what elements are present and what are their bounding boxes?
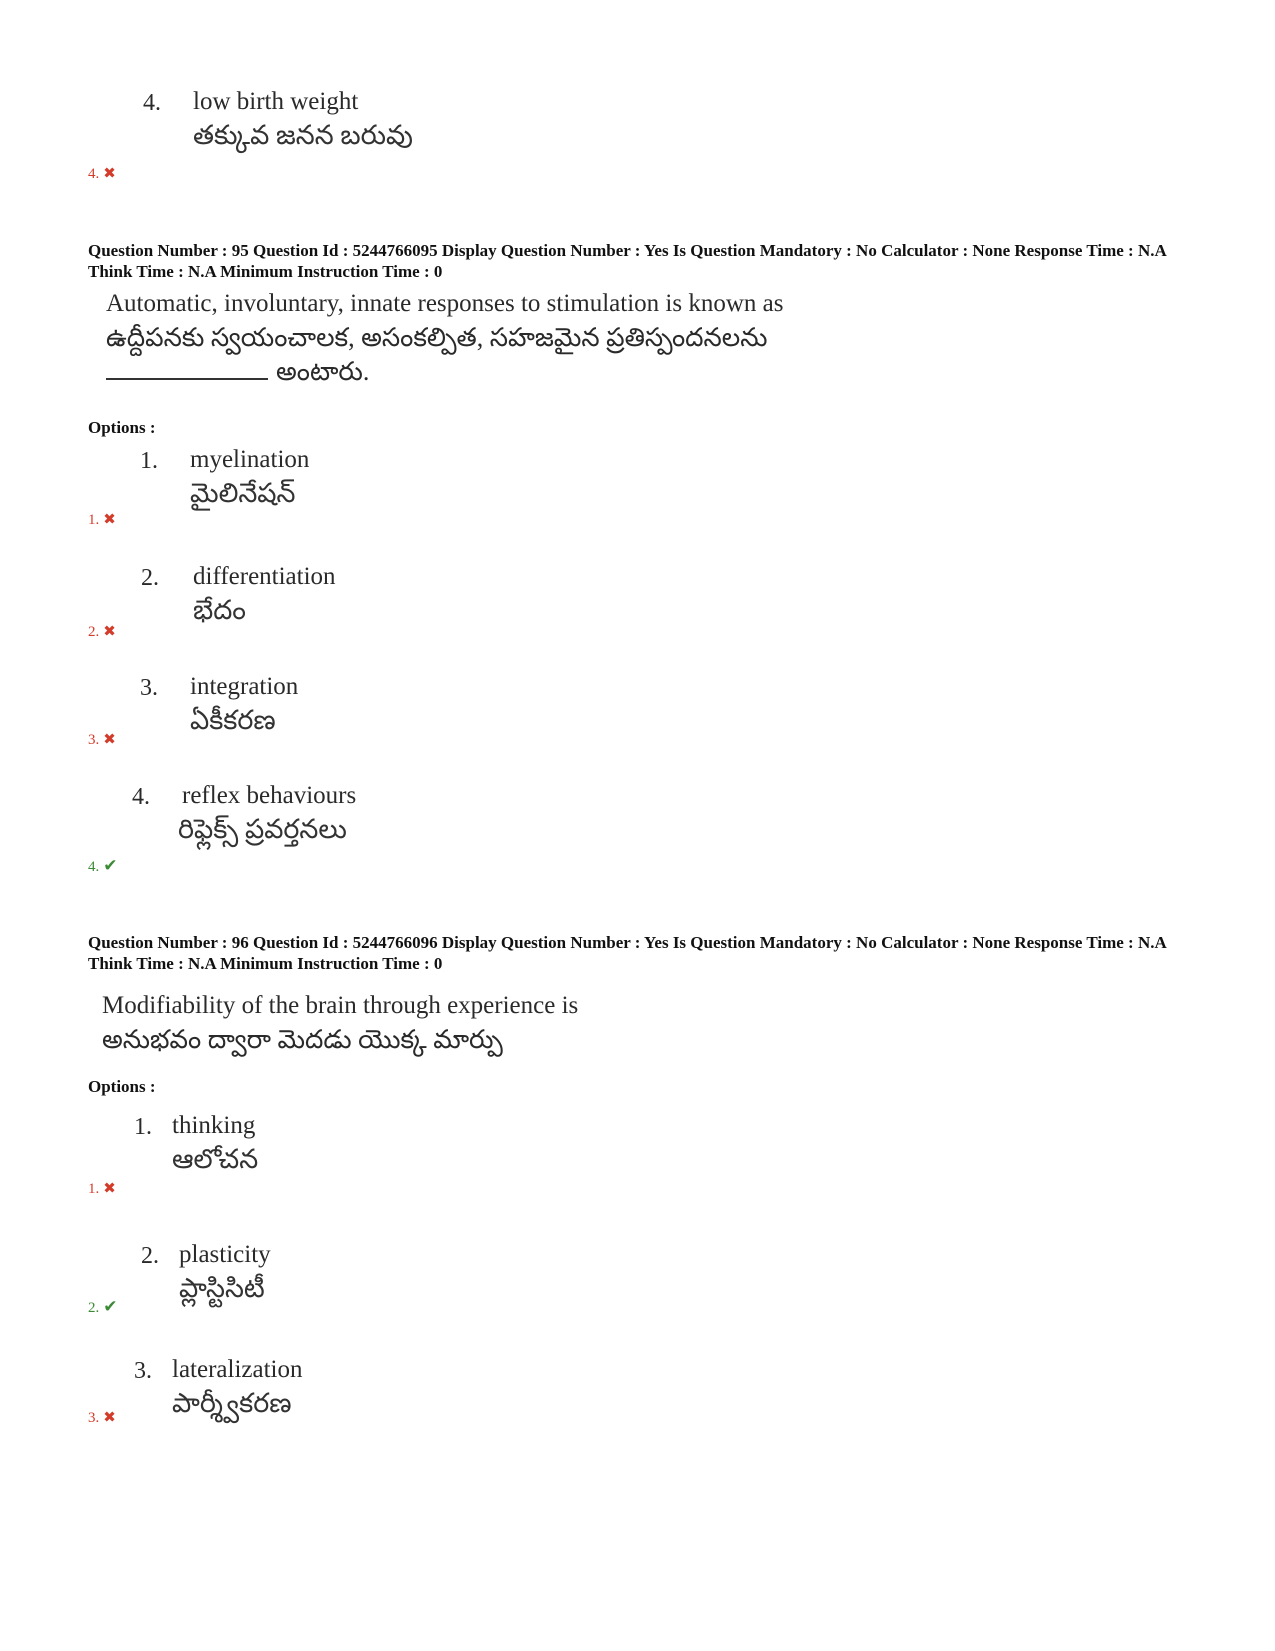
options-label: Options :: [88, 418, 156, 437]
option-text-english: low birth weight: [193, 88, 359, 115]
option-number: 4.: [143, 90, 161, 116]
option-number: 4.: [132, 784, 150, 810]
option-text-english: myelination: [190, 446, 310, 473]
answer-marker: [88, 856, 118, 876]
option-text-telugu: పార్శ్వీకరణ: [172, 1388, 292, 1418]
question-stem-english: Automatic, involuntary, innate responses to stimulation is known as: [106, 290, 784, 317]
marker-number: 2.: [88, 624, 100, 640]
answer-marker: [88, 1179, 116, 1198]
option-text-english: differentiation: [193, 563, 336, 590]
option-text-telugu: మైలినేషన్: [190, 478, 296, 508]
wrong-icon: ✖: [103, 624, 116, 640]
wrong-icon: ✖: [103, 512, 116, 528]
wrong-icon: ✖: [103, 1410, 116, 1426]
marker-number: 1.: [88, 1181, 100, 1197]
option-text-english: thinking: [172, 1112, 256, 1139]
option-text-telugu: రిఫ్లెక్స్ ప్రవర్తనలు: [178, 814, 347, 844]
marker-number: 4.: [88, 166, 100, 182]
check-icon: ✔: [103, 856, 118, 875]
wrong-icon: ✖: [103, 166, 116, 182]
marker-number: 4.: [88, 859, 100, 875]
option-text-telugu: ఏకీకరణ: [190, 705, 276, 735]
question-meta: Question Number : 95 Question Id : 5244766095 Display Question Number : Yes Is Question Mandatory : No Calculator : None Response Time : N.A Think Time : N.A Minimum Instruction Time : 0: [88, 241, 1166, 281]
check-icon: ✔: [103, 1297, 118, 1316]
option-text-telugu: భేదం: [193, 595, 247, 625]
marker-number: 3.: [88, 1410, 100, 1426]
question-stem-telugu: అనుభవం ద్వారా మెదడు యొక్క మార్పు: [102, 1025, 503, 1054]
answer-marker: [88, 730, 116, 749]
answer-marker: [88, 622, 116, 641]
question-stem-english: Modifiability of the brain through experience is: [102, 992, 579, 1019]
question-meta: Question Number : 96 Question Id : 5244766096 Display Question Number : Yes Is Question Mandatory : No Calculator : None Response Time : N.A Think Time : N.A Minimum Instruction Time : 0: [88, 933, 1166, 973]
option-number: 2.: [141, 565, 159, 591]
option-text-telugu: ఆలోచన: [172, 1144, 259, 1174]
option-text-telugu: ప్లాస్టిసిటీ: [179, 1273, 265, 1303]
wrong-icon: ✖: [103, 732, 116, 748]
option-text-english: integration: [190, 673, 299, 700]
option-number: 2.: [141, 1243, 159, 1269]
option-text-telugu: తక్కువ జనన బరువు: [193, 120, 413, 150]
options-label: Options :: [88, 1077, 156, 1096]
option-number: 3.: [140, 675, 158, 701]
option-number: 3.: [134, 1358, 152, 1384]
answer-marker: [88, 164, 116, 183]
option-number: 1.: [140, 448, 158, 474]
question-stem-telugu-line2: అంటారు.: [106, 354, 369, 389]
option-text-english: plasticity: [179, 1241, 271, 1268]
wrong-icon: ✖: [103, 1181, 116, 1197]
marker-number: 2.: [88, 1300, 100, 1316]
answer-marker: [88, 510, 116, 529]
marker-number: 3.: [88, 732, 100, 748]
option-text-english: reflex behaviours: [182, 782, 357, 809]
marker-number: 1.: [88, 512, 100, 528]
answer-marker: [88, 1408, 116, 1427]
answer-blank: [106, 378, 268, 380]
option-number: 1.: [134, 1114, 152, 1140]
answer-marker: [88, 1297, 118, 1317]
question-stem-telugu: ఉద్దీపనకు స్వయంచాలక, అసంకల్పిత, సహజమైన ప్రతిస్పందనలను: [106, 323, 768, 352]
option-text-english: lateralization: [172, 1356, 303, 1383]
